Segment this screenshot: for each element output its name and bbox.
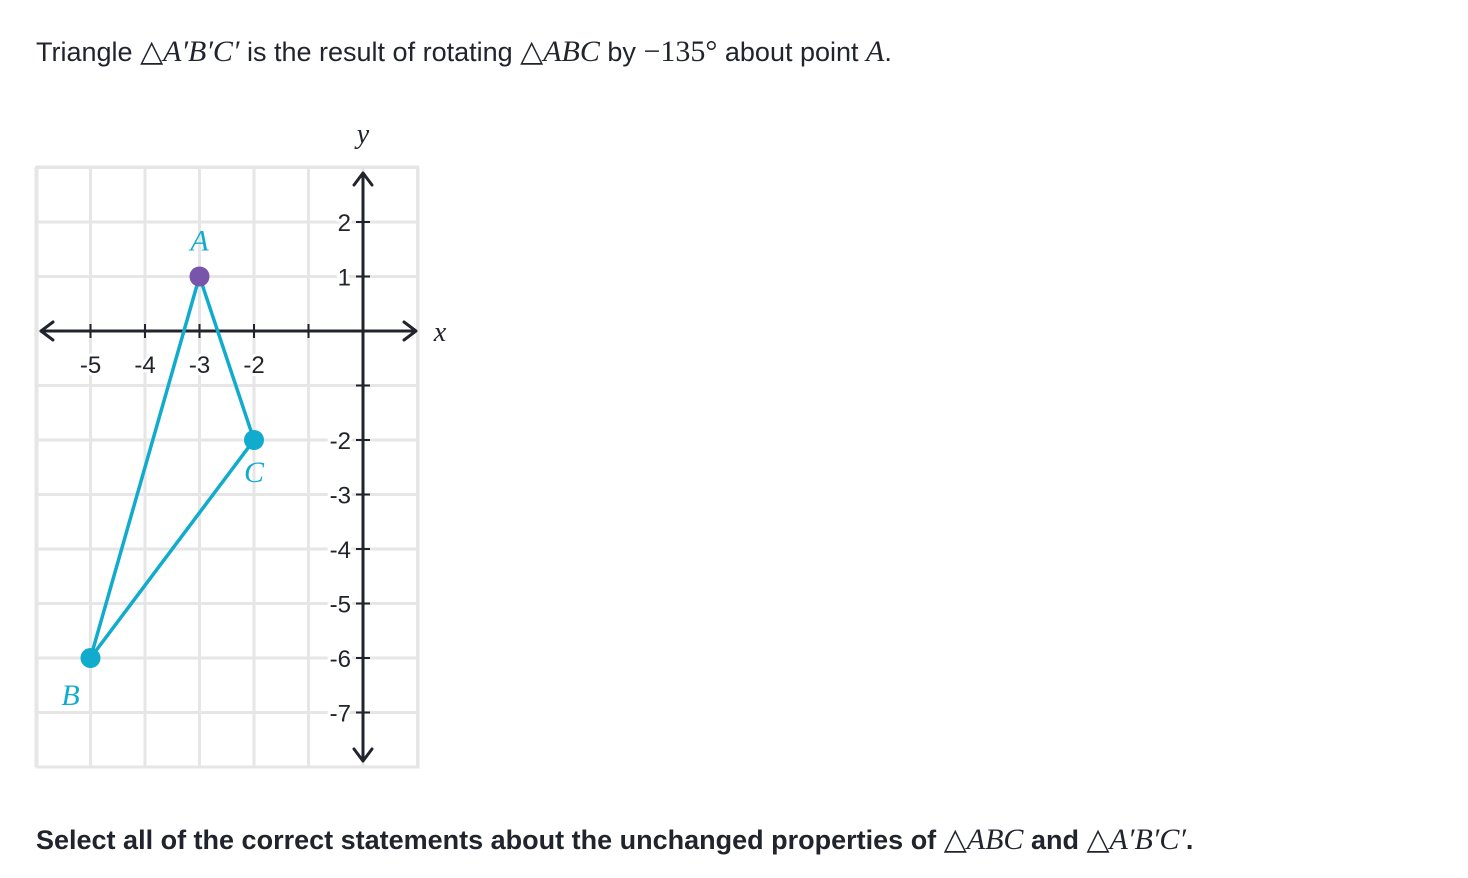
triangle-abc-outline <box>91 277 255 659</box>
question-and: and <box>1030 825 1079 855</box>
axis-tick-labels <box>80 119 447 728</box>
y-tick-label: -3 <box>329 482 351 510</box>
prompt-middle: is the result of rotating <box>247 37 513 67</box>
x-axis-label: x <box>433 317 447 348</box>
grid-lines <box>36 167 418 767</box>
prompt-angle: −135° <box>643 35 718 68</box>
y-tick-label: -5 <box>329 591 351 619</box>
x-tick-label: -5 <box>79 352 102 379</box>
vertex-label-a: A <box>190 224 209 258</box>
prompt-image-triangle: △A′B′C′ <box>140 35 240 68</box>
vertex-point-a <box>190 267 210 287</box>
y-tick-label: -6 <box>329 646 351 673</box>
y-tick-label: 2 <box>337 210 351 237</box>
question-image-triangle: △A′B′C′ <box>1086 823 1186 856</box>
vertex-label-c: C <box>243 456 265 489</box>
axes <box>41 173 416 761</box>
prompt-by: by <box>607 37 636 67</box>
vertex-point-b <box>81 648 101 668</box>
question-lead: Select all of the correct statements about the unchanged properties of <box>36 825 937 855</box>
y-axis-label: y <box>356 119 370 150</box>
y-tick-label: 1 <box>337 264 351 292</box>
x-tick-label: -4 <box>134 352 156 379</box>
prompt-lead: Triangle <box>36 37 133 67</box>
axis-ticks <box>91 222 371 713</box>
prompt-source-triangle: △ABC <box>520 35 600 68</box>
question-source-triangle: △ABC <box>943 823 1024 856</box>
y-tick-label: -7 <box>329 700 351 728</box>
vertex-point-c <box>244 430 264 450</box>
prompt-about: about point <box>724 37 859 67</box>
prompt-end: . <box>884 37 892 67</box>
y-tick-label: -4 <box>329 537 351 564</box>
x-tick-label: -3 <box>188 352 211 379</box>
prompt-pivot: A <box>866 35 885 68</box>
vertex-label-b: B <box>61 679 80 712</box>
question-end: . <box>1185 825 1194 855</box>
coordinate-plane-diagram <box>0 0 470 800</box>
question-prompt <box>36 818 1193 862</box>
triangle-abc <box>91 277 255 659</box>
y-tick-label: -2 <box>329 428 351 455</box>
grid-frame <box>37 167 418 767</box>
x-tick-label: -2 <box>243 352 265 379</box>
